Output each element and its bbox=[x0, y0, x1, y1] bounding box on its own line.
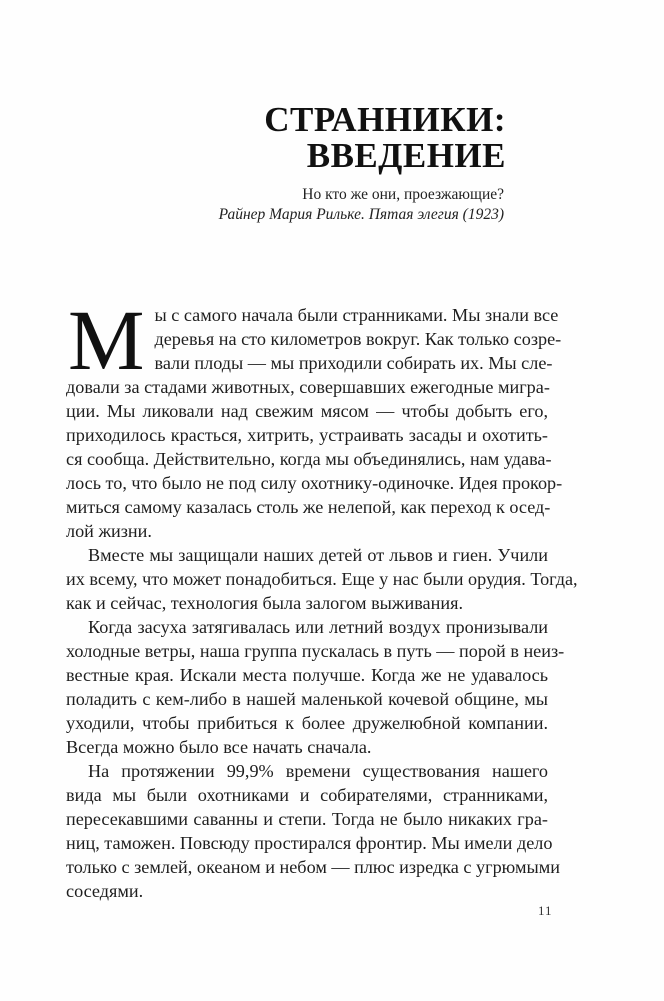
epigraph-quote: Но кто же они, проезжающие? bbox=[302, 186, 504, 203]
text-line: ся сообща. Действительно, когда мы объединялись, нам удава- bbox=[66, 449, 552, 469]
text-line: холодные ветры, наша группа пускалась в путь — порой в неиз- bbox=[66, 641, 565, 661]
epigraph bbox=[219, 185, 504, 225]
text-line: как и сейчас, технология была залогом выживания. bbox=[66, 593, 463, 613]
paragraph-1 bbox=[66, 292, 563, 543]
epigraph-attribution: Райнер Мария Рильке. Пятая элегия (1923) bbox=[218, 206, 504, 223]
chapter-title bbox=[264, 102, 506, 174]
text-line: ниц, таможен. Повсюду простирался фронтир. Мы имели дело bbox=[66, 833, 553, 853]
text-line: ы с самого начала были странниками. Мы знали все bbox=[154, 305, 559, 325]
text-line: довали за стадами животных, совершавших ежегодные мигра- bbox=[66, 377, 550, 397]
chapter-title-line-2: ВВЕДЕНИЕ bbox=[306, 136, 506, 175]
text-line: лось то, что было не под силу охотнику-одиночке. Идея прокор- bbox=[66, 473, 563, 493]
chapter-title-line-1: СТРАННИКИ: bbox=[264, 100, 506, 139]
chapter-body bbox=[66, 292, 578, 903]
text-line: пересекавшими саванны и степи. Тогда не было никаких гра- bbox=[66, 809, 548, 829]
text-line: лой жизни. bbox=[66, 521, 152, 541]
text-line: поладить с кем-либо в нашей маленькой кочевой общине, мы bbox=[66, 689, 548, 709]
text-line: миться самому казалась столь же нелепой, как переход к осед- bbox=[66, 497, 551, 517]
text-line: На протяжении 99,9% времени существования нашего bbox=[88, 761, 548, 781]
text-line: Всегда можно было все начать сначала. bbox=[66, 737, 372, 757]
text-line: деревья на сто километров вокруг. Как только созре- bbox=[154, 329, 562, 349]
text-line: вали плоды — мы приходили собирать их. Мы сле- bbox=[154, 353, 553, 373]
text-line: Когда засуха затягивалась или летний воздух пронизывали bbox=[88, 617, 548, 637]
paragraph-4 bbox=[66, 759, 560, 903]
paragraph-2 bbox=[66, 543, 578, 615]
text-line: приходилось красться, хитрить, устраивать засады и охотить- bbox=[66, 425, 548, 445]
text-line: только с землей, океаном и небом — плюс изредка с угрюмыми bbox=[66, 857, 560, 877]
text-line: Вместе мы защищали наших детей от львов и гиен. Учили bbox=[88, 545, 548, 565]
text-line: ции. Мы ликовали над свежим мясом — чтобы добыть его, bbox=[66, 401, 548, 421]
text-line: их всему, что может понадобиться. Еще у нас были орудия. Тогда, bbox=[66, 569, 578, 589]
text-line: вида мы были охотниками и собирателями, странниками, bbox=[66, 785, 548, 805]
paragraph-3 bbox=[66, 615, 565, 759]
text-line: вестные края. Искали места получше. Когда же не удавалось bbox=[66, 665, 548, 685]
text-line: уходили, чтобы прибиться к более дружелюбной компании. bbox=[66, 713, 548, 733]
page-number: 11 bbox=[538, 903, 553, 918]
text-line: соседями. bbox=[66, 881, 144, 901]
drop-cap: М bbox=[68, 292, 145, 388]
